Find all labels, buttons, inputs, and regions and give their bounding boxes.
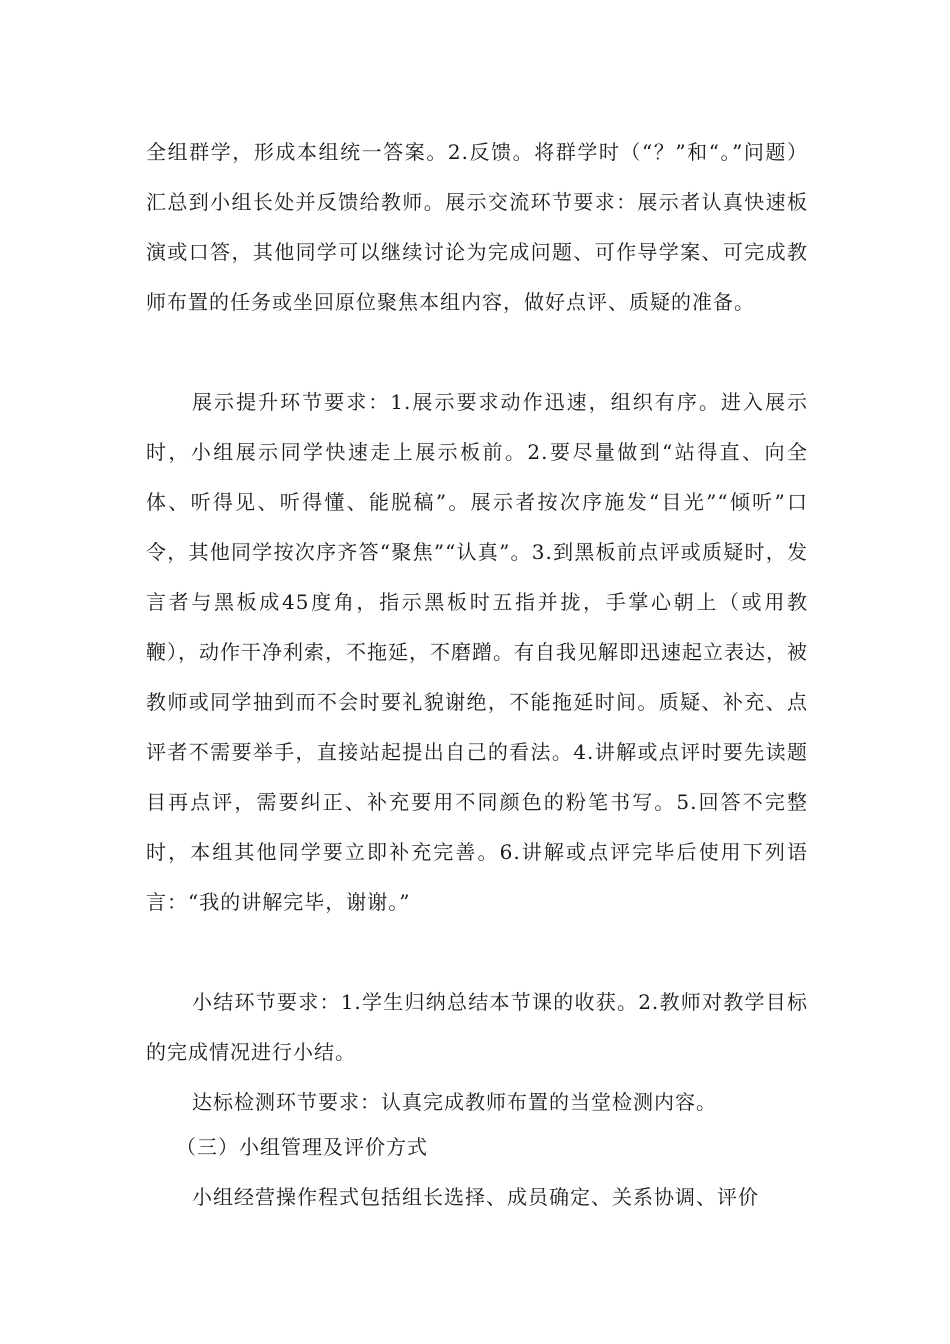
paragraph-assessment-requirements: 达标检测环节要求：认真完成教师布置的当堂检测内容。: [192, 1090, 717, 1114]
paragraph-group-study: 全组群学，形成本组统一答案。2.反馈。将群学时（“？”和“。”问题）汇总到小组长处并反馈给教师。展示交流环节要求：展示者认真快速板演或口答，其他同学可以继续讨论为完成问题、可作导学案、可完成教师布置的任务或坐回原位聚焦本组内容，做好点评、质疑的准备。: [146, 140, 808, 314]
section-heading: （三）小组管理及评价方式: [176, 1135, 428, 1159]
paragraph-presentation-requirements: 展示提升环节要求：1.展示要求动作迅速，组织有序。进入展示时，小组展示同学快速走上展示板前。2.要尽量做到“站得直、向全体、听得见、听得懂、能脱稿”。展示者按次序施发“目光”“倾听”口令，其他同学按次序齐答“聚焦”“认真”。3.到黑板前点评或质疑时，发言者与黑板成45度角，指示黑板时五指并拢，手掌心朝上（或用教鞭），动作干净利索，不拖延，不磨蹭。有自我见解即迅速起立表达，被教师或同学抽到而不会时要礼貌谢绝，不能拖延时间。质疑、补充、点评者不需要举手，直接站起提出自己的看法。4.讲解或点评时要先读题目再点评，需要纠正、补充要用不同颜色的粉笔书写。5.回答不完整时，本组其他同学要立即补充完善。6.讲解或点评完毕后使用下列语言：“我的讲解完毕，谢谢。”: [146, 390, 808, 914]
paragraph-summary-requirements: 小结环节要求：1.学生归纳总结本节课的收获。2.教师对教学目标的完成情况进行小结。: [146, 990, 808, 1064]
paragraph-group-management: 小组经营操作程式包括组长选择、成员确定、关系协调、评价: [192, 1185, 759, 1209]
